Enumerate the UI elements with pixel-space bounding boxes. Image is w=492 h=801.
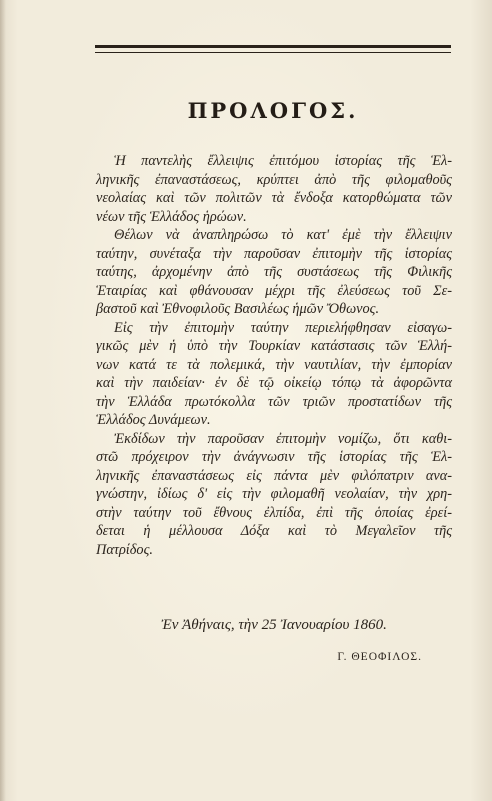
text-line: γνώστην, ἰδίως δ' εἰς τὴν φιλομαθῆ νεολαίαν, τὴν χρη- [96,486,452,502]
text-line: Ἐκδίδων τὴν παροῦσαν ἐπιτομὴν νομίζω, ὅτι καθι- [114,430,452,447]
text-line: Πατρίδος. [96,541,153,558]
preface-body [96,152,452,559]
text-line: Ἑταιρίας καὶ φθάνουσαν μέχρι τῆς ἐλεύσεως τοῦ Σε- [96,282,452,299]
text-line: νεολαίας καὶ τῶν πολιτῶν τὰ ἔνδοξα κατορθώματα τῶν [96,190,452,206]
header-double-rule [95,45,451,48]
text-line: ταύτης, ἀρχομένην ἀπὸ τῆς συστάσεως τῆς Φιλικῆς [96,264,452,280]
page-title: ΠΡΟΛΟΓΟΣ. [187,98,359,123]
text-line: ληνικῆς ἐπαναστάσεως εἰς πάντα μὲν φιλόπατριν ανα- [96,467,452,484]
text-line: γικῶς μὲν ἡ ὑπὸ τὴν Τουρκίαν κατάστασις τῶν Ἑλλή- [96,338,452,354]
text-line: Ἡ παντελὴς ἔλλειψις ἐπιτόμου ἱστορίας τῆς Ἑλ- [114,153,452,169]
text-line: Εἰς τὴν ἐπιτομὴν ταύτην περιελήφθησαν εἰσαγω- [114,319,452,336]
date-line: Ἐν Ἀθήναις, τὴν 25 Ἰανουαρίου 1860. [161,617,387,633]
text-line: βαστοῦ καὶ Ἐθνοφιλοῦς Βασιλέως ἡμῶν Ὄθωνος. [96,301,380,317]
author-signature: Γ. ΘΕΟΦΙΛΟΣ. [337,651,422,663]
text-line: καὶ τὴν παιδείαν· ἐν δὲ τῷ οἰκείῳ τόπῳ τὰ ἀφορῶντα [96,375,452,391]
text-line: νων κατά τε τὰ πολεμικά, τὴν ναυτιλίαν, τὴν ἐμπορίαν [96,356,452,373]
text-line: ταύτην, συνέταξα τὴν παροῦσαν ἐπιτομὴν τῆς ἱστορίας [96,245,452,262]
text-line: τὴν Ἑλλάδα πρωτόκολλα τῶν τριῶν προστατίδων τῆς [96,393,452,410]
text-line: στῶ πρόχειρον τὴν ἀνάγνωσιν τῆς ἱστορίας τῆς Ἑλ- [96,449,452,465]
spine-shadow [0,0,6,801]
text-line: ληνικῆς ἐπαναστάσεως, κρύπτει ἀπὸ τῆς φιλομαθοῦς [96,171,452,188]
text-line: στὴν ταύτην τοῦ ἔθνους ἐλπίδα, ἐπὶ τῆς ὁποίας ἐρεί- [96,504,452,521]
text-line: Θέλων νὰ ἀναπληρώσω τὸ κατ' ἐμὲ τὴν ἔλλειψιν [114,227,452,243]
text-line: Ἑλλάδος Δυνάμεων. [96,412,211,428]
text-line: δεται ἡ μέλλουσα Δόξα καὶ τὸ Μεγαλεῖον τῆς [96,523,452,539]
text-line: νέων τῆς Ἑλλάδος ἡρώων. [96,208,247,225]
